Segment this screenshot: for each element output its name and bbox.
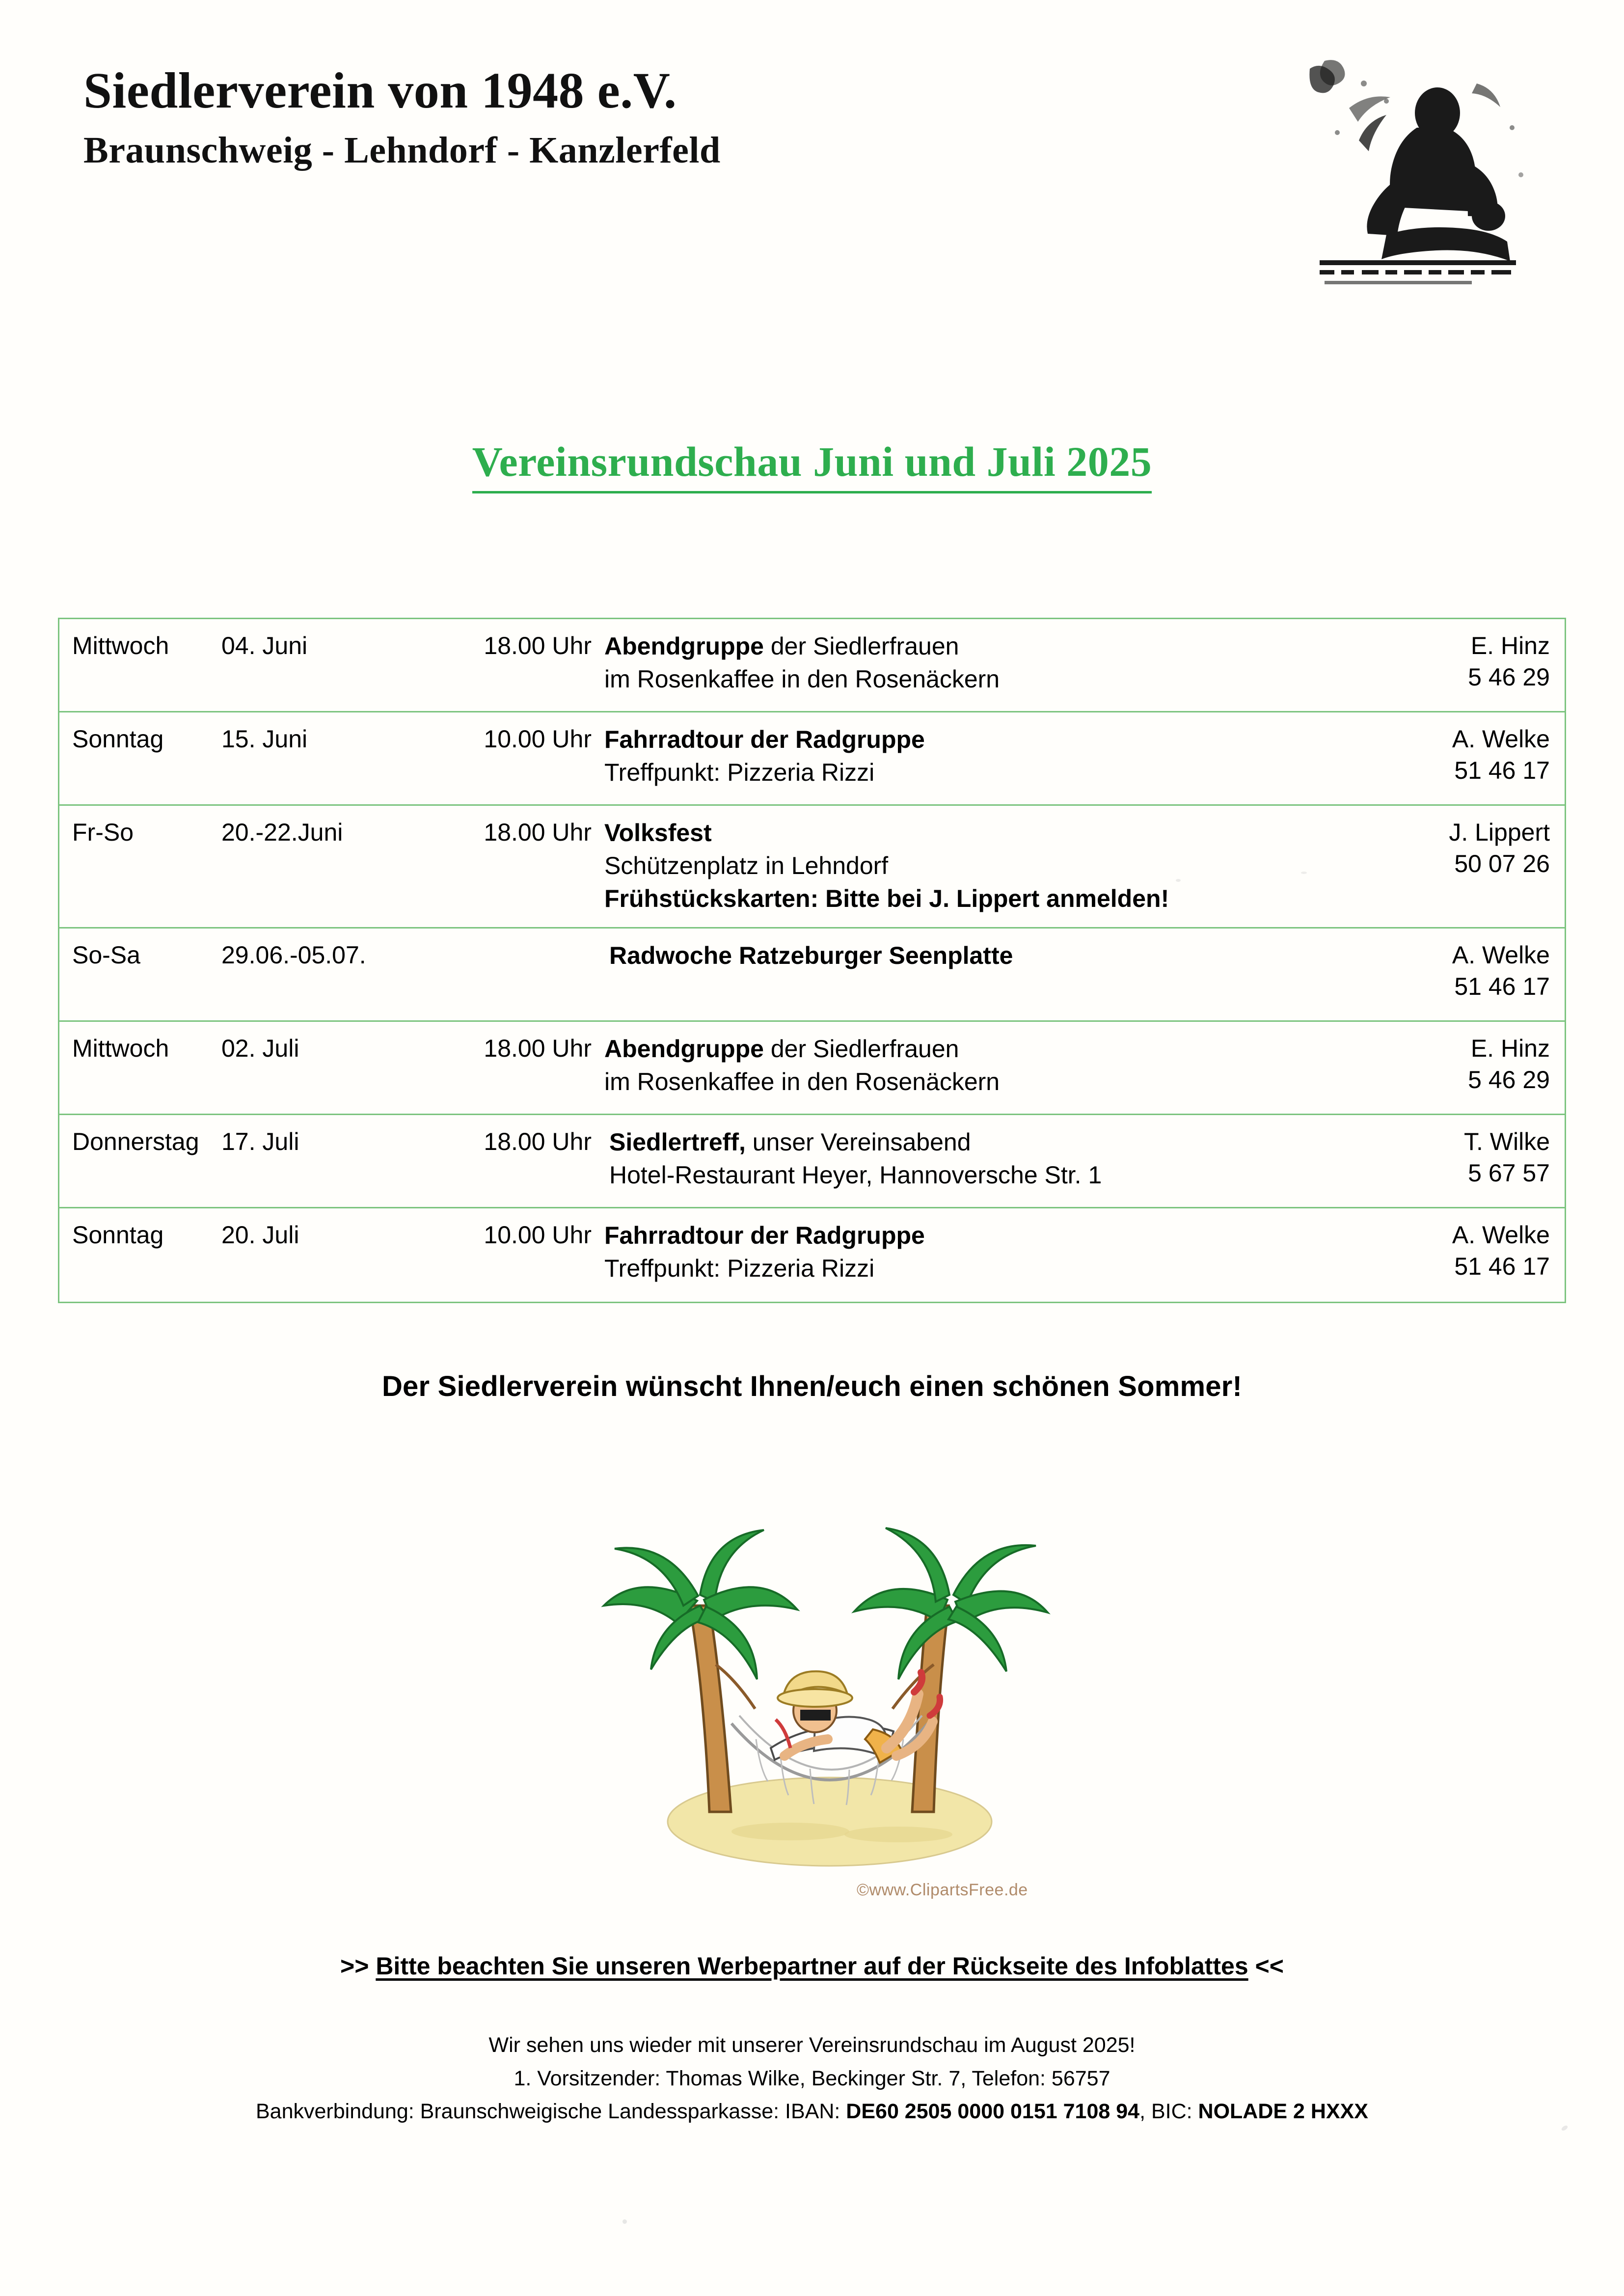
table-row: [59, 1115, 1565, 1208]
contact-phone: 51 46 17: [1454, 757, 1550, 784]
event-time: 18.00 Uhr: [484, 632, 592, 659]
contact-name: E. Hinz: [1470, 632, 1550, 659]
footer-bank-prefix: Bankverbindung: Braunschweigische Landessparkasse: IBAN:: [255, 2100, 846, 2123]
event-title: Fahrradtour der Radgruppe: [604, 726, 925, 753]
event-title: Abendgruppe: [604, 632, 764, 660]
event-time: [428, 939, 604, 1011]
event-description: [604, 939, 1403, 1011]
event-title-rest: unser Vereinsabend: [745, 1128, 971, 1156]
event-date: 02. Juli: [221, 1035, 299, 1062]
document-footer: [0, 2028, 1624, 2129]
event-contact: [1403, 723, 1565, 795]
event-date: 04. Juni: [221, 632, 308, 659]
footer-iban: DE60 2505 0000 0151 7108 94: [846, 2100, 1140, 2123]
event-date: 15. Juni: [221, 725, 308, 753]
footer-next-issue: Wir sehen uns wieder mit unserer Vereinsrundschau im August 2025!: [488, 2033, 1136, 2057]
club-emblem-icon: [1290, 54, 1545, 309]
event-date: 20.-22.Juni: [221, 819, 343, 846]
contact-phone: 51 46 17: [1454, 973, 1550, 1000]
event-contact: [1403, 1126, 1565, 1198]
event-day: Sonntag: [72, 725, 164, 753]
event-day: Sonntag: [72, 1221, 164, 1249]
scan-speck: [1301, 872, 1307, 874]
club-title: Siedlerverein von 1948 e.V.: [83, 62, 677, 119]
footer-chairman: 1. Vorsitzender: Thomas Wilke, Beckinger Str. 7, Telefon: 56757: [514, 2066, 1110, 2090]
contact-name: E. Hinz: [1470, 1035, 1550, 1062]
contact-phone: 5 46 29: [1468, 663, 1550, 691]
table-row: [59, 619, 1565, 712]
event-contact: [1403, 1033, 1565, 1105]
event-description: [604, 630, 1403, 702]
event-time: 10.00 Uhr: [484, 1221, 592, 1249]
contact-name: A. Welke: [1452, 941, 1550, 969]
table-row: [59, 806, 1565, 929]
contact-phone: 51 46 17: [1454, 1253, 1550, 1280]
event-detail: im Rosenkaffee in den Rosenäckern: [604, 665, 1000, 693]
scan-speck: [623, 2219, 627, 2224]
event-time: 10.00 Uhr: [484, 725, 592, 753]
event-description: [604, 817, 1403, 918]
contact-phone: 50 07 26: [1454, 850, 1550, 877]
footer-bank: [0, 2096, 1624, 2128]
footer-bank-mid: , BIC:: [1139, 2100, 1198, 2123]
event-description: [604, 1033, 1403, 1105]
event-description: [604, 723, 1403, 795]
event-title: Volksfest: [604, 819, 712, 847]
contact-name: T. Wilke: [1464, 1128, 1550, 1155]
event-note: Frühstückskarten: Bitte bei J. Lippert anmelden!: [604, 885, 1169, 912]
arrows-right: <<: [1255, 1952, 1284, 1980]
scan-speck: [1176, 879, 1181, 882]
headline-container: [0, 437, 1624, 493]
event-day: Mittwoch: [72, 1035, 169, 1062]
event-day: So-Sa: [72, 941, 140, 969]
clipart-credit: ©www.ClipartsFree.de: [857, 1881, 1028, 1899]
contact-phone: 5 46 29: [1468, 1066, 1550, 1093]
event-time: 18.00 Uhr: [484, 1128, 592, 1155]
event-day: Mittwoch: [72, 632, 169, 659]
event-date: 29.06.-05.07.: [221, 941, 366, 969]
event-title: Radwoche Ratzeburger Seenplatte: [609, 942, 1013, 969]
event-contact: [1403, 939, 1565, 1011]
notice-text: Bitte beachten Sie unseren Werbepartner auf der Rückseite des Infoblattes: [376, 1952, 1248, 1980]
event-day: Fr-So: [72, 819, 134, 846]
event-detail: im Rosenkaffee in den Rosenäckern: [604, 1068, 1000, 1095]
event-description: [604, 1219, 1403, 1293]
event-description: [604, 1126, 1403, 1198]
table-row: [59, 1022, 1565, 1115]
summer-wish-text: Der Siedlerverein wünscht Ihnen/euch einen schönen Sommer!: [381, 1370, 1243, 1402]
club-subtitle: Braunschweig - Lehndorf - Kanzlerfeld: [83, 130, 721, 171]
event-title: Abendgruppe: [604, 1035, 764, 1063]
event-time: 18.00 Uhr: [484, 819, 592, 846]
page-title: Vereinsrundschau Juni und Juli 2025: [472, 437, 1152, 493]
back-page-notice: [0, 1952, 1624, 1980]
table-row: [59, 929, 1565, 1022]
event-title: Siedlertreff,: [609, 1128, 746, 1156]
contact-phone: 5 67 57: [1468, 1159, 1550, 1187]
events-table: [58, 618, 1566, 1303]
table-row: [59, 1208, 1565, 1302]
arrows-left: >>: [340, 1952, 369, 1980]
event-contact: [1403, 817, 1565, 918]
event-title: Fahrradtour der Radgruppe: [604, 1222, 925, 1249]
event-title-rest: der Siedlerfrauen: [763, 632, 959, 660]
event-contact: [1403, 1219, 1565, 1293]
event-title-rest: der Siedlerfrauen: [763, 1035, 959, 1063]
event-date: 20. Juli: [221, 1221, 299, 1249]
contact-name: J. Lippert: [1449, 819, 1550, 846]
event-time: 18.00 Uhr: [484, 1035, 592, 1062]
event-day: Donnerstag: [72, 1128, 199, 1155]
event-detail: Schützenplatz in Lehndorf: [604, 852, 889, 879]
event-detail: Treffpunkt: Pizzeria Rizzi: [604, 1255, 875, 1282]
event-detail: Treffpunkt: Pizzeria Rizzi: [604, 759, 875, 786]
event-contact: [1403, 630, 1565, 702]
contact-name: A. Welke: [1452, 1221, 1550, 1249]
event-detail: Hotel-Restaurant Heyer, Hannoversche Str. 1: [609, 1161, 1102, 1189]
table-row: [59, 712, 1565, 806]
contact-name: A. Welke: [1452, 725, 1550, 753]
event-date: 17. Juli: [221, 1128, 299, 1155]
hammock-palm-trees-illustration: [584, 1517, 1075, 1890]
footer-bic: NOLADE 2 HXXX: [1198, 2100, 1368, 2123]
